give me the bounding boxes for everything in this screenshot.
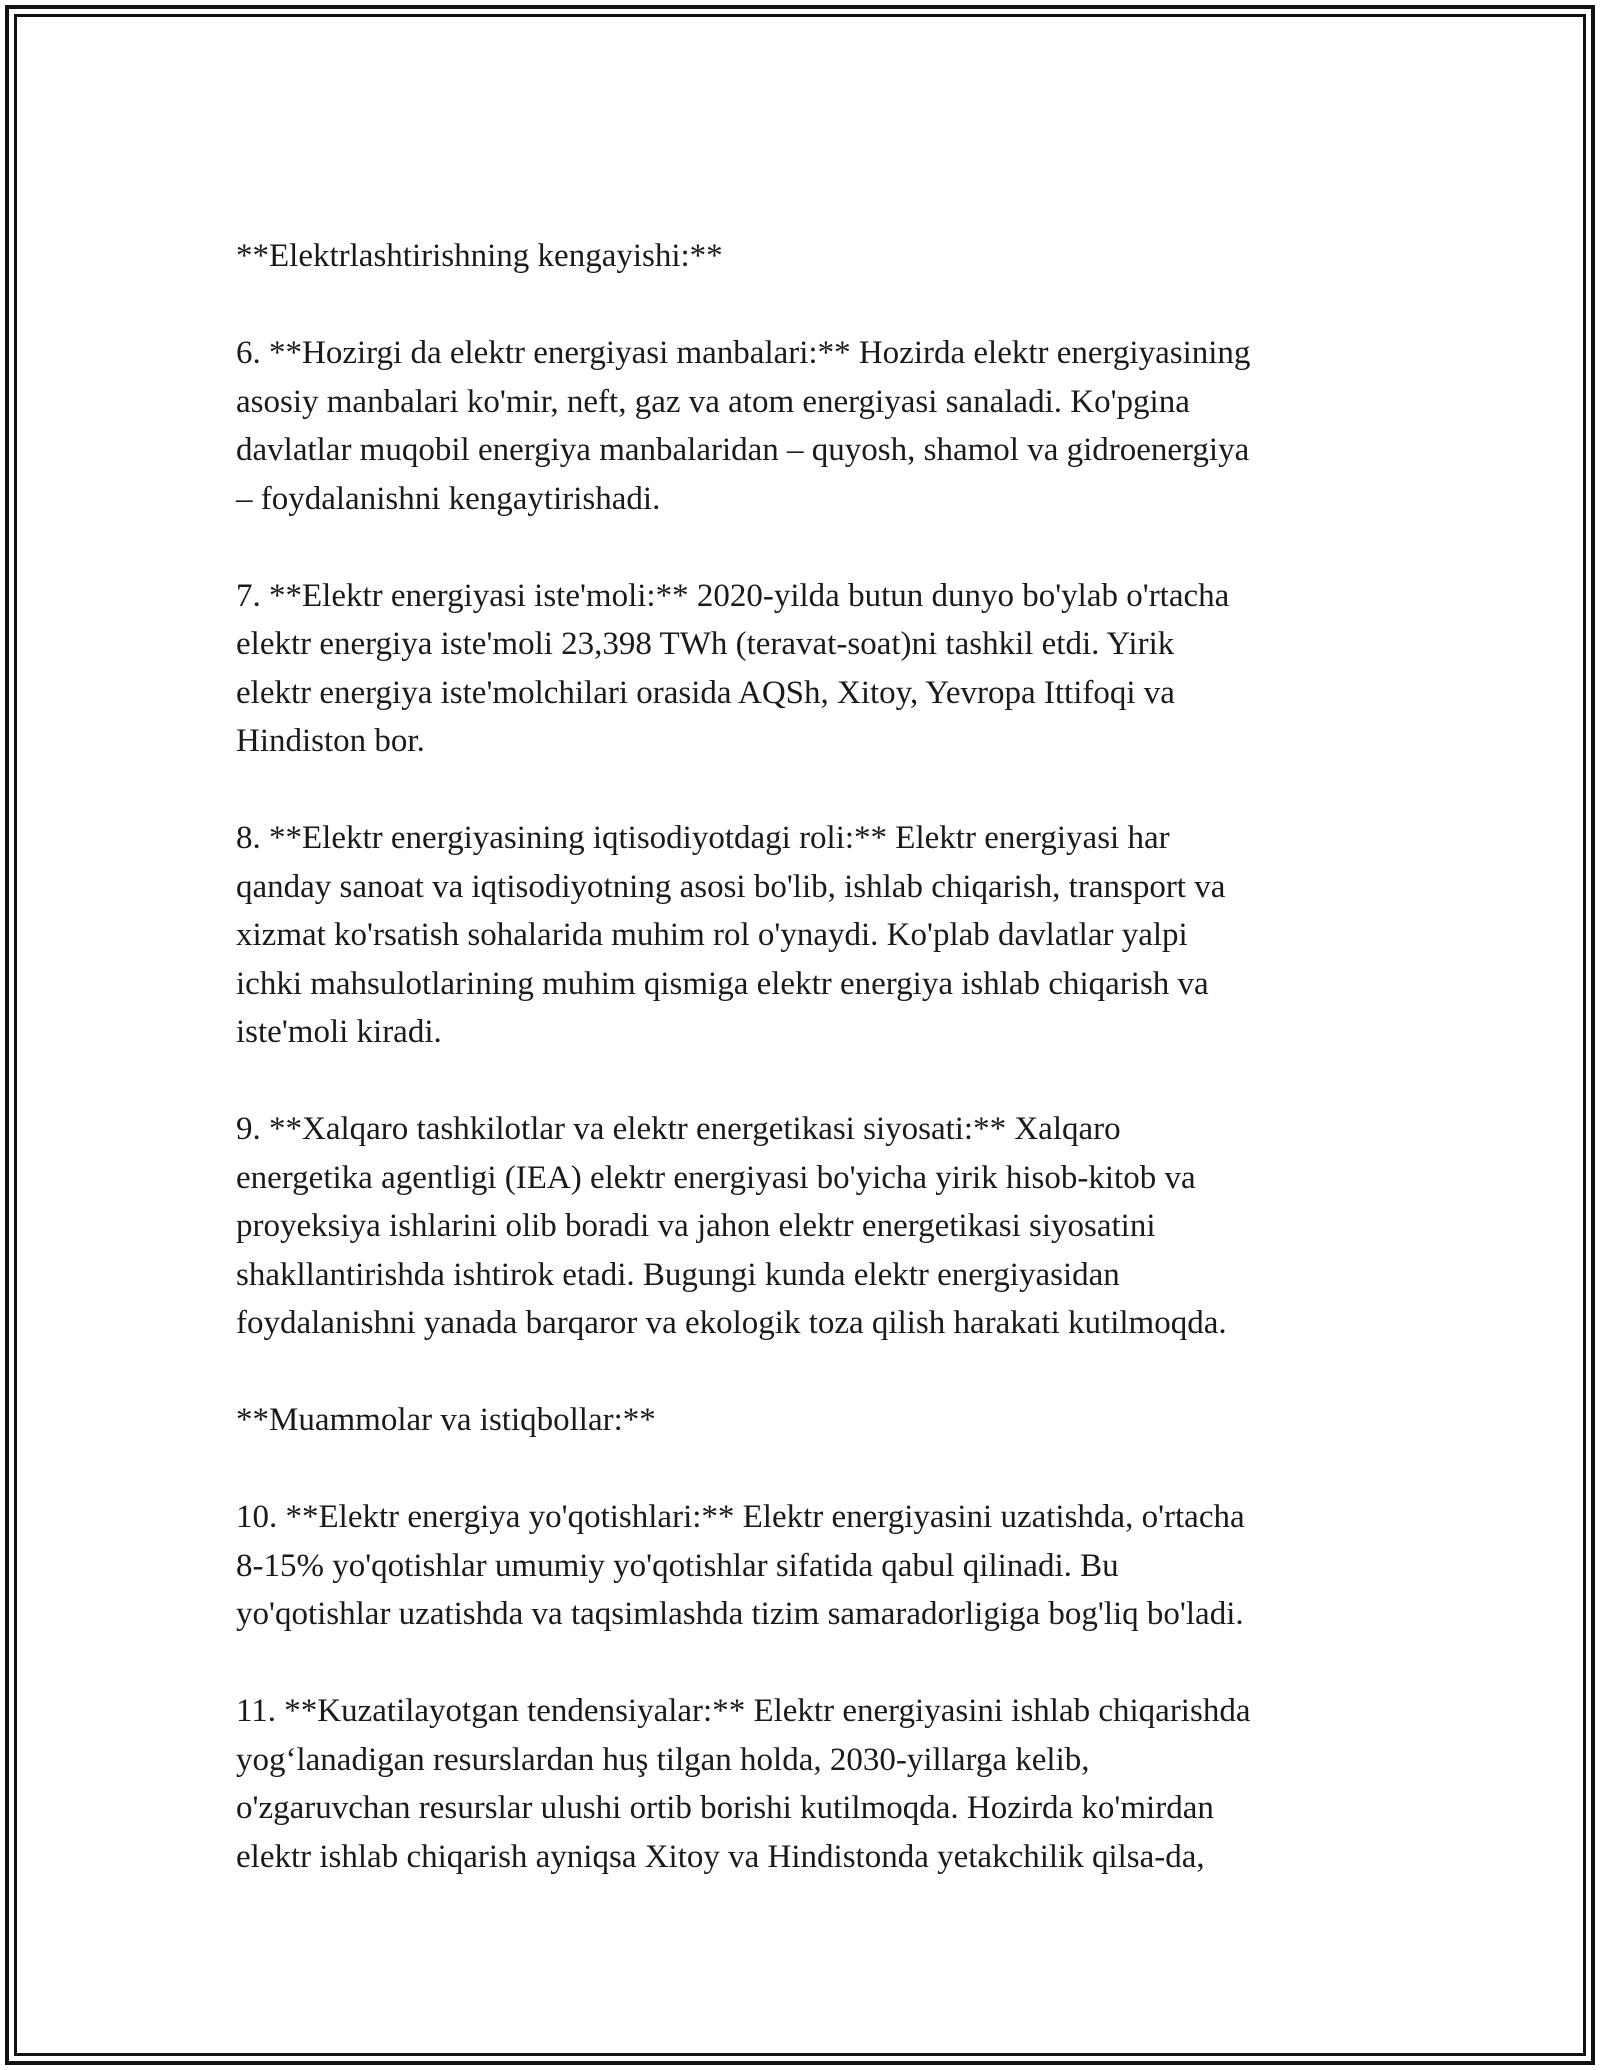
paragraph-6-energy-sources: 6. **Hozirgi da elektr energiyasi manbalari:** Hozirda elektr energiyasining asosiy manbalari ko'mir, neft, gaz va atom energiyasi sanaladi. Ko'pgina davlatlar muqobil energiya manbalaridan – quyosh, shamol va gidroenergiya – foydalanishni kengaytirishadi. [236,335,1251,517]
paragraph-8-economic-role: 8. **Elektr energiyasining iqtisodiyotdagi roli:** Elektr energiyasi har qanday sanoat va iqtisodiyotning asosi bo'lib, ishlab chiqarish, transport va xizmat ko'rsatish sohalarida muhim rol o'ynaydi. Ko'plab davlatlar yalpi ichki mahsulotlarining muhim qismiga elektr energiya ishlab chiqarish va iste'moli kiradi. [236,820,1226,1050]
paragraph-11-trends: 11. **Kuzatilayotgan tendensiyalar:** Elektr energiyasini ishlab chiqarishda yog‘lanadigan resurslardan huş tilgan holda, 2030-yillarga kelib, o'zgaruvchan resurslar ulushi ortib borishi kutilmoqda. Hozirda ko'mirdan elektr ishlab chiqarish ayniqsa Xitoy va Hindistonda yetakchilik qilsa-da, [236,1693,1251,1875]
paragraph-10-energy-losses: 10. **Elektr energiya yo'qotishlari:** Elektr energiyasini uzatishda, o'rtacha 8-15% yo'qotishlar umumiy yo'qotishlar sifatida qabul qilinadi. Bu yo'qotishlar uzatishda va taqsimlashda tizim samaradorligiga bog'liq bo'ladi. [236,1499,1245,1632]
section-heading-electrification: **Elektrlashtirishning kengayishi:** [236,238,723,274]
paragraph-7-energy-consumption: 7. **Elektr energiyasi iste'moli:** 2020-yilda butun dunyo bo'ylab o'rtacha elektr energiya iste'moli 23,398 TWh (teravat-soat)ni tashkil etdi. Yirik elektr energiya iste'molchilari orasida AQSh, Xitoy, Yevropa Ittifoqi va Hindiston bor. [236,577,1230,759]
paragraph-9-international-policy: 9. **Xalqaro tashkilotlar va elektr energetikasi siyosati:** Xalqaro energetika agentligi (IEA) elektr energiyasi bo'yicha yirik hisob-kitob va proyeksiya ishlarini olib boradi va jahon elektr energetikasi siyosatini shakllantirishda ishtirok etadi. Bugungi kunda elektr energiyasidan foydalanishni yanada barqaror va ekologik toza qilish harakati kutilmoqda. [236,1111,1227,1341]
document-body [236,232,1376,1881]
section-heading-problems: **Muammolar va istiqbollar:** [236,1402,656,1438]
